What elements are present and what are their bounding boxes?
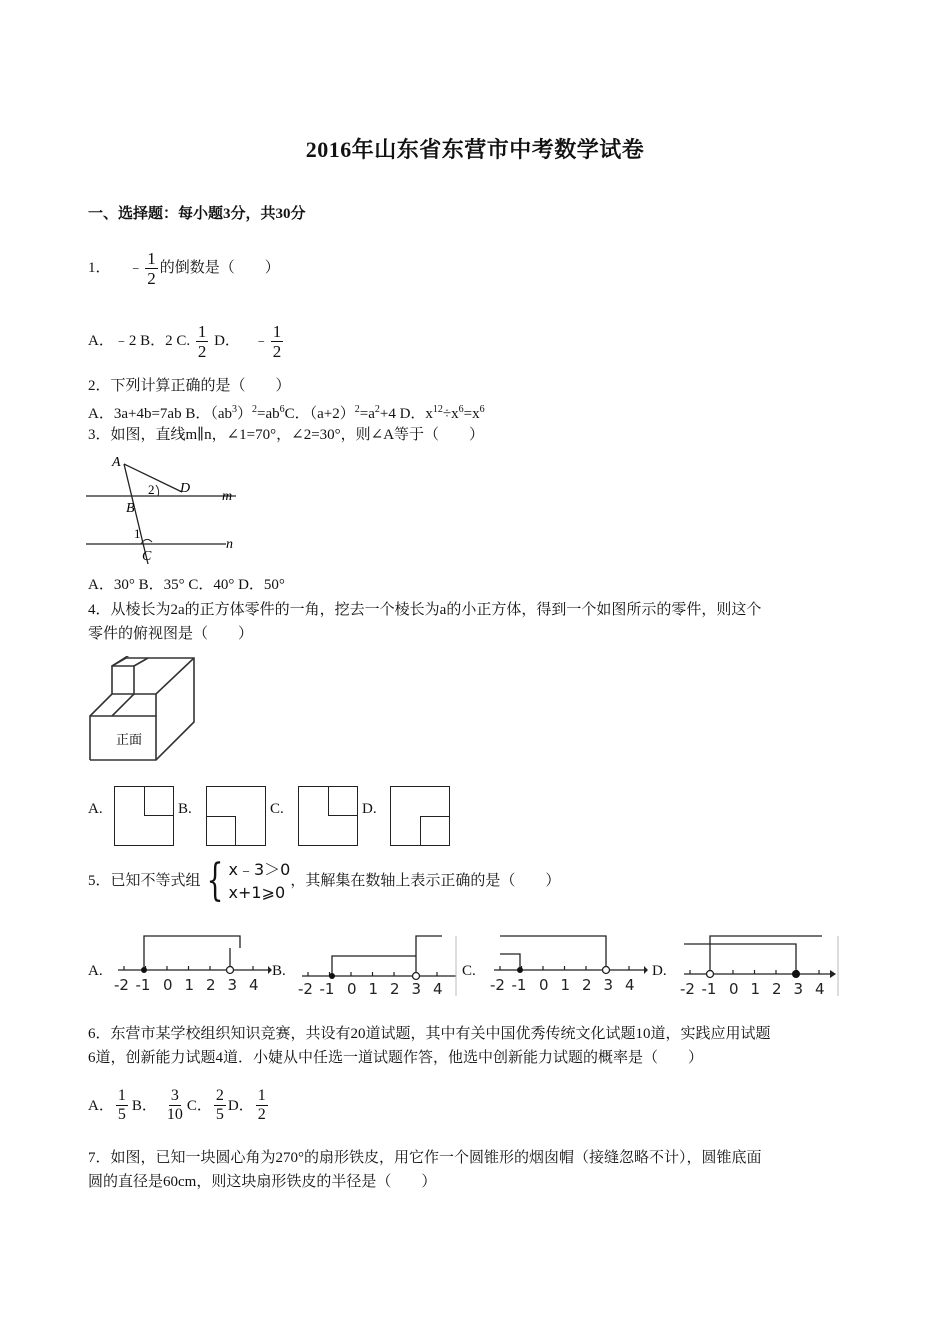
- q4-option-c-label: C.: [270, 801, 284, 817]
- q1-options-abc: A．﹣2 B．2 C.: [88, 332, 191, 349]
- q4-option-d-label: D.: [362, 801, 377, 817]
- question-2-stem: 2．下列计算正确的是（ ）: [88, 378, 291, 394]
- label-n: n: [226, 537, 233, 552]
- tick-label: 1: [368, 980, 379, 996]
- tick-label: 2: [206, 976, 216, 994]
- q1-suffix: 的倒数是（ ）: [159, 259, 280, 276]
- tick-label: 3: [227, 976, 238, 994]
- question-1-stem: [88, 250, 280, 287]
- q1-number: 1．: [88, 259, 111, 276]
- minus-sign: ﹣: [253, 332, 269, 349]
- q1-option-d-fraction: $\frac{1}{2}$: [272, 322, 282, 361]
- tick-label: 1: [750, 980, 761, 996]
- q6-option-b-fraction: $\frac{3}{10}$: [166, 1087, 183, 1123]
- question-4-stem-line2: 零件的俯视图是（ ）: [88, 626, 254, 642]
- q5-option-d-label: D.: [652, 963, 667, 979]
- label-d: D: [180, 481, 191, 496]
- tick-label: 4: [815, 980, 825, 996]
- q6-option-c-fraction: $\frac{2}{5}$: [215, 1087, 224, 1123]
- question-6-stem-line2: 6道，创新能力试题4道．小婕从中任选一道试题作答，他选中创新能力试题的概率是（ ）: [88, 1050, 704, 1066]
- q4-option-b-figure: [206, 786, 266, 846]
- minus-sign: ﹣: [128, 259, 144, 276]
- q6-option-a-fraction: $\frac{1}{5}$: [117, 1087, 126, 1123]
- tick-label: -1: [511, 976, 527, 994]
- question-7-stem-line2: 圆的直径是60cm，则这块扇形铁皮的半径是（ ）: [88, 1174, 437, 1190]
- tick-label: 3: [411, 980, 422, 996]
- tick-label: 1: [560, 976, 571, 994]
- tick-label: 2: [390, 980, 400, 996]
- tick-label: 2: [582, 976, 592, 994]
- tick-label: -1: [319, 980, 335, 996]
- tick-label: 4: [249, 976, 259, 994]
- label-c: C: [142, 549, 152, 564]
- tick-label: 0: [347, 980, 357, 996]
- tick-label: 1: [184, 976, 195, 994]
- q5-option-a-label: A.: [88, 963, 103, 979]
- q4-option-d-figure: [390, 786, 450, 846]
- tick-label: 3: [793, 980, 804, 996]
- tick-label: 3: [603, 976, 614, 994]
- question-5-stem: 5．已知不等式组 { x﹣3＞0 x+1⩾0 ，其解集在数轴上表示正确的是（ ）: [88, 855, 561, 906]
- question-3-stem: 3．如图，直线m∥n，∠1=70°，∠2=30°，则∠A等于（ ）: [88, 427, 485, 443]
- q5-option-c-numberline: [488, 934, 650, 996]
- tick-label: -1: [135, 976, 151, 994]
- brace-icon: {: [206, 855, 223, 906]
- q5-option-d-numberline: [678, 934, 840, 996]
- inequality-2: x+1⩾0: [228, 883, 286, 902]
- tick-label: 0: [163, 976, 173, 994]
- tick-label: -2: [490, 976, 505, 994]
- tick-label: -1: [701, 980, 717, 996]
- q3-figure: [86, 452, 246, 568]
- tick-label: -2: [680, 980, 695, 996]
- q4-option-a-label: A.: [88, 801, 103, 817]
- question-6-stem-line1: 6．东营市某学校组织知识竞赛，共设有20道试题，其中有关中国优秀传统文化试题10道，实践应用试题: [88, 1026, 771, 1042]
- front-label: 正面: [116, 733, 143, 748]
- angle-2-arc: [156, 485, 159, 496]
- question-1-options: [88, 323, 285, 360]
- tick-label: -2: [114, 976, 129, 994]
- label-m: m: [222, 489, 233, 504]
- q1-option-c-fraction: $\frac{1}{2}$: [197, 322, 207, 361]
- q4-part-figure: [86, 656, 196, 764]
- q4-option-b-label: B.: [178, 801, 192, 817]
- tick-label: 0: [539, 976, 549, 994]
- q6-option-d-fraction: $\frac{1}{2}$: [257, 1087, 266, 1123]
- tick-label: 2: [772, 980, 782, 996]
- q4-option-a-figure: [114, 786, 174, 846]
- question-4-stem-line1: 4．从棱长为2a的正方体零件的一角，挖去一个棱长为a的小正方体，得到一个如图所示的零件，则这个: [88, 602, 762, 618]
- q1-option-d-label: D．: [214, 332, 240, 349]
- tick-label: 0: [729, 980, 739, 996]
- label-a: A: [112, 455, 121, 470]
- section-heading: 一、选择题：每小题3分，共30分: [88, 206, 306, 222]
- label-b: B: [126, 501, 135, 516]
- q5-option-a-numberline: [112, 934, 272, 996]
- question-2-options: A．3a+4b=7ab B．$(ab^3)^2=ab^6C$．$(a+2)^2=a^2+4$ D．$x^{12}\div x^6=x^6$: [88, 404, 485, 422]
- q5-option-b-label: B.: [272, 963, 286, 979]
- tick-label: -2: [298, 980, 313, 996]
- tick-label: 4: [433, 980, 443, 996]
- label-angle-1: 1: [134, 526, 141, 541]
- page-title: 2016年山东省东营市中考数学试卷: [305, 137, 645, 162]
- q5-option-c-label: C.: [462, 963, 476, 979]
- question-3-options: A．30° B．35° C．40° D．50°: [88, 577, 285, 593]
- label-angle-2: 2: [148, 482, 155, 497]
- question-7-stem-line1: 7．如图，已知一块圆心角为270°的扇形铁皮，用它作一个圆锥形的烟囱帽（接缝忽略不计），圆锥底面: [88, 1150, 762, 1166]
- question-6-options: A． $\frac{1}{5}$ B． $\frac{3}{10}$ C． $\frac{2}{5}$ D． $\frac{1}{2}$: [88, 1087, 266, 1123]
- inequality-1: x﹣3＞0: [228, 860, 291, 879]
- inequality-system: [201, 855, 291, 906]
- tick-label: 4: [625, 976, 635, 994]
- q1-fraction: $\frac{1}{2}$: [147, 249, 156, 288]
- q5-option-b-numberline: [296, 934, 460, 996]
- q4-option-c-figure: [298, 786, 358, 846]
